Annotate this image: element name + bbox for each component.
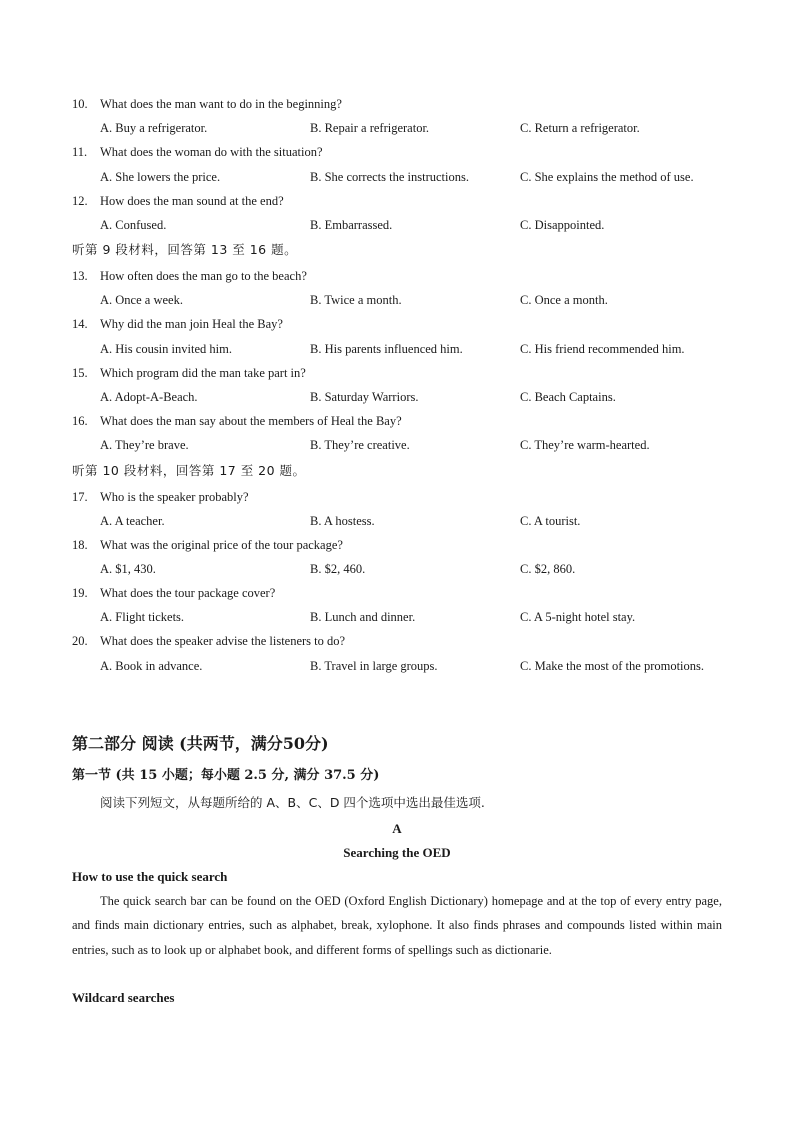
option-c-wrapped (520, 654, 722, 678)
question-text: What does the woman do with the situation? (100, 145, 323, 159)
question-13 (72, 268, 722, 284)
question-text: Who is the speaker probably? (100, 490, 249, 504)
question-20 (72, 633, 722, 649)
question-number: 12. (72, 194, 88, 208)
option-b: B. Repair a refrigerator. (310, 121, 430, 135)
option-c: C. They’re warm-hearted. (520, 438, 650, 452)
option-b: B. Embarrassed. (310, 218, 393, 232)
instructions: 阅读下列短文，从每题所给的 A、B、C、D 四个选项中选出最佳选项. (100, 795, 485, 810)
option-c: C. His friend recommended him. (520, 342, 685, 356)
section-heading: Wildcard searches (72, 990, 175, 1005)
question-text: Why did the man join Heal the Bay? (100, 317, 283, 331)
question-text: Which program did the man take part in? (100, 366, 306, 380)
question-text: What does the speaker advise the listeners to do? (100, 634, 346, 648)
option-a: A. $1, 430. (100, 562, 156, 576)
question-number: 14. (72, 317, 88, 331)
question-15 (72, 365, 722, 381)
question-12 (72, 193, 722, 209)
section-title: 第一节 (共 15 小题；每小题 2.5 分, 满分 37.5 分) (72, 768, 380, 783)
question-18 (72, 537, 722, 553)
option-c: C. Disappointed. (520, 218, 605, 232)
question-number: 11. (72, 145, 88, 159)
option-a: A. A teacher. (100, 514, 165, 528)
section-note-10: 听第 10 段材料，回答第 17 至 20 题。 (72, 463, 306, 478)
question-number: 13. (72, 269, 88, 283)
option-a: A. Adopt-A-Beach. (100, 390, 198, 404)
option-a: A. She lowers the price. (100, 170, 221, 184)
option-b: B. Twice a month. (310, 293, 402, 307)
option-b: B. $2, 460. (310, 562, 366, 576)
option-a: A. Book in advance. (100, 659, 203, 673)
option-c: C. $2, 860. (520, 562, 576, 576)
option-b: B. Lunch and dinner. (310, 610, 416, 624)
option-b: B. His parents influenced him. (310, 342, 463, 356)
question-text: How does the man sound at the end? (100, 194, 284, 208)
section-note-9: 听第 9 段材料，回答第 13 至 16 题。 (72, 242, 298, 257)
passage-letter: A (392, 821, 402, 836)
section-heading: How to use the quick search (72, 869, 228, 884)
question-text: What does the man want to do in the beginning? (100, 97, 342, 111)
question-number: 10. (72, 97, 88, 111)
question-16 (72, 413, 722, 429)
option-a: A. Buy a refrigerator. (100, 121, 208, 135)
question-14 (72, 316, 722, 332)
option-c: C. Beach Captains. (520, 390, 616, 404)
question-number: 17. (72, 490, 88, 504)
option-a: A. Flight tickets. (100, 610, 185, 624)
question-number: 16. (72, 414, 88, 428)
question-text: What was the original price of the tour package? (100, 538, 343, 552)
question-number: 15. (72, 366, 88, 380)
question-number: 18. (72, 538, 88, 552)
option-c: C. Once a month. (520, 293, 608, 307)
paragraph: The quick search bar can be found on the OED (Oxford English Dictionary) homepage and at the top of every entry page, and finds main dictionary entries, such as alphabet, break, xylophone. It also finds phrases and compounds listed within main entries, such as to look up or alphabet book, and different forms of spellings such as dictionarie. (72, 894, 722, 957)
question-11 (72, 144, 722, 160)
question-10 (72, 96, 722, 112)
option-c: C. A tourist. (520, 514, 581, 528)
option-c: C. Return a refrigerator. (520, 121, 640, 135)
part-title: 第二部分 阅读 (共两节，满分50分) (72, 734, 329, 753)
question-19 (72, 585, 722, 601)
passage-title: Searching the OED (343, 845, 451, 860)
question-text: How often does the man go to the beach? (100, 269, 307, 283)
question-17 (72, 489, 722, 505)
option-c: C. A 5-night hotel stay. (520, 610, 636, 624)
option-b: B. A hostess. (310, 514, 375, 528)
option-c: C. Make the most of the promotions. (520, 659, 705, 673)
option-b: B. They’re creative. (310, 438, 410, 452)
option-a: A. They’re brave. (100, 438, 189, 452)
question-text: What does the tour package cover? (100, 586, 276, 600)
option-b: B. She corrects the instructions. (310, 170, 469, 184)
question-text: What does the man say about the members of Heal the Bay? (100, 414, 402, 428)
option-c: C. She explains the method of use. (520, 170, 694, 184)
question-number: 19. (72, 586, 88, 600)
option-b: B. Travel in large groups. (310, 659, 438, 673)
option-a: A. His cousin invited him. (100, 342, 232, 356)
option-a: A. Once a week. (100, 293, 183, 307)
question-number: 20. (72, 634, 88, 648)
option-a: A. Confused. (100, 218, 167, 232)
option-b: B. Saturday Warriors. (310, 390, 419, 404)
